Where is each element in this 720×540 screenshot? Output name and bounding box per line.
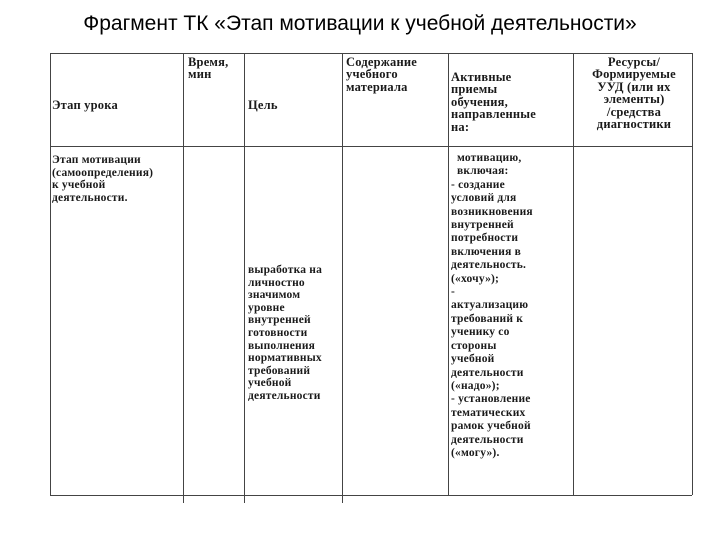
cell-line: внутренней (248, 314, 311, 327)
header-line: /средства (606, 104, 662, 119)
table-divider (244, 53, 245, 503)
cell-line: уровне (248, 301, 285, 314)
table-divider (573, 53, 574, 495)
cell-line: актуализацию (451, 299, 529, 312)
header-time (188, 56, 228, 81)
header-line: направленные (451, 107, 536, 122)
cell-line: возникновения (451, 205, 533, 218)
cell-line: - (451, 286, 456, 299)
header-line: обучения, (451, 94, 508, 109)
cell-line: требований (248, 364, 311, 377)
cell-line: («надо»); (451, 379, 500, 392)
cell-line: («хочу»); (451, 272, 500, 285)
cell-line: потребности (451, 232, 519, 245)
cell-line: включения в (451, 245, 521, 258)
header-line: Этап урока (52, 98, 118, 112)
cell-line: («могу»). (451, 446, 500, 459)
cell-line: ученику со (451, 326, 510, 339)
cell-line: выработка на (248, 264, 323, 276)
cell-line: требований к (451, 312, 524, 325)
row1-stage (52, 154, 153, 204)
cell-line: внутренней (451, 219, 514, 232)
cell-line: деятельности. (52, 191, 128, 204)
row1-methods (451, 152, 533, 460)
cell-line: - установление (451, 393, 531, 406)
cell-line: мотивацию, (457, 152, 522, 164)
table-border-left (50, 53, 51, 495)
header-line: Время, (188, 55, 229, 69)
cell-line: условий для (451, 192, 517, 205)
row1-goal (248, 264, 322, 403)
cell-line: учебной (451, 353, 495, 366)
header-line: материала (346, 79, 408, 94)
header-line: УУД (или их (597, 79, 671, 94)
header-goal (248, 99, 278, 111)
header-line: учебного (346, 67, 398, 82)
cell-line: рамок учебной (451, 420, 531, 433)
table-divider (342, 53, 343, 503)
slide-title: Фрагмент ТК «Этап мотивации к учебной деятельности» (83, 12, 637, 35)
header-methods (451, 71, 536, 133)
cell-line: деятельности (248, 389, 321, 402)
lesson-table (46, 50, 696, 500)
table-border-bottom (50, 495, 692, 496)
cell-line: тематических (451, 406, 526, 419)
cell-line: учебной (248, 377, 292, 390)
header-content (346, 56, 417, 93)
header-line: на: (451, 119, 470, 134)
header-line: Цель (248, 98, 278, 112)
cell-line: деятельности (451, 433, 524, 446)
cell-line: значимом (248, 289, 301, 302)
cell-line: Этап мотивации (52, 154, 141, 166)
header-line: Активные (451, 70, 512, 84)
header-resources (576, 56, 692, 130)
cell-line: личностно (248, 276, 305, 289)
cell-line: готовности (248, 326, 308, 339)
cell-line: деятельности (451, 366, 524, 379)
header-line: элементы) (603, 92, 665, 107)
header-line: Ресурсы/ (607, 55, 661, 69)
header-line: приемы (451, 82, 498, 97)
cell-line: нормативных (248, 352, 322, 365)
cell-line: выполнения (248, 339, 316, 352)
header-stage (52, 99, 118, 111)
cell-line: деятельность. (451, 259, 527, 272)
cell-line: включая: (457, 165, 509, 178)
cell-line: к учебной (52, 179, 106, 192)
header-line: мин (188, 67, 212, 82)
table-divider (448, 53, 449, 495)
table-border-top (50, 53, 692, 54)
header-line: Содержание (346, 55, 418, 69)
table-border-right (692, 53, 693, 495)
header-line: Формируемые (592, 67, 676, 82)
cell-line: - создание (451, 178, 505, 191)
header-line: диагностики (596, 117, 672, 132)
table-divider (183, 53, 184, 503)
cell-line: (самоопределения) (52, 166, 154, 179)
cell-line: стороны (451, 339, 497, 352)
header-divider (50, 146, 692, 147)
